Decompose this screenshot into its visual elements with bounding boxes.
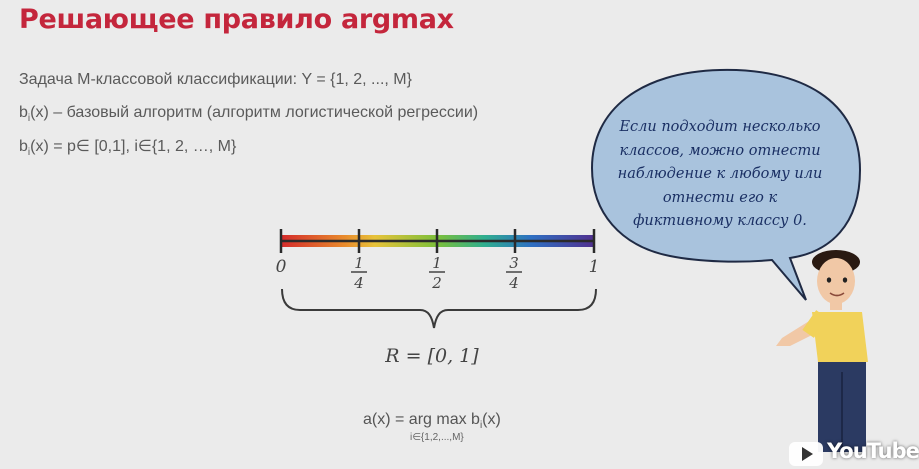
tick-label-0: 0 bbox=[275, 257, 287, 277]
probability-line: $b_i(x)$ = p∈ [0,1], i∈{1, 2, …, M} bbox=[19, 138, 237, 159]
argmax-index-set: i∈{1,2,...,M} bbox=[410, 432, 464, 443]
range-label: R = [0, 1] bbox=[385, 345, 479, 367]
tick-label-3q-num: 3 bbox=[509, 254, 519, 272]
slide-title: Решающее правило argmax bbox=[19, 4, 454, 35]
character-head bbox=[817, 258, 855, 304]
tick-label-quarter-num: 1 bbox=[354, 254, 364, 272]
tick-label-3q-den: 4 bbox=[509, 274, 519, 292]
tick-label-1: 1 bbox=[588, 257, 600, 277]
bubble-text: Если подходит несколько классов, можно отнести наблюдение к любому или отнести его к фиктивному классу 0. bbox=[617, 119, 823, 229]
task-statement: Задача М-классовой классификации: Y = {1, 2, ..., M} bbox=[19, 71, 412, 88]
youtube-label: YouTube bbox=[827, 439, 919, 463]
base-algorithm-line: $b_i(x)$ – базовый алгоритм (алгоритм логистической регрессии) bbox=[19, 104, 479, 125]
argmax-formula: a(x) = arg $\max b_i(x)$ bbox=[363, 411, 501, 432]
tick-label-half-num: 1 bbox=[432, 254, 442, 272]
tick-label-quarter-den: 4 bbox=[354, 274, 364, 292]
tick-label-half-den: 2 bbox=[432, 274, 442, 292]
